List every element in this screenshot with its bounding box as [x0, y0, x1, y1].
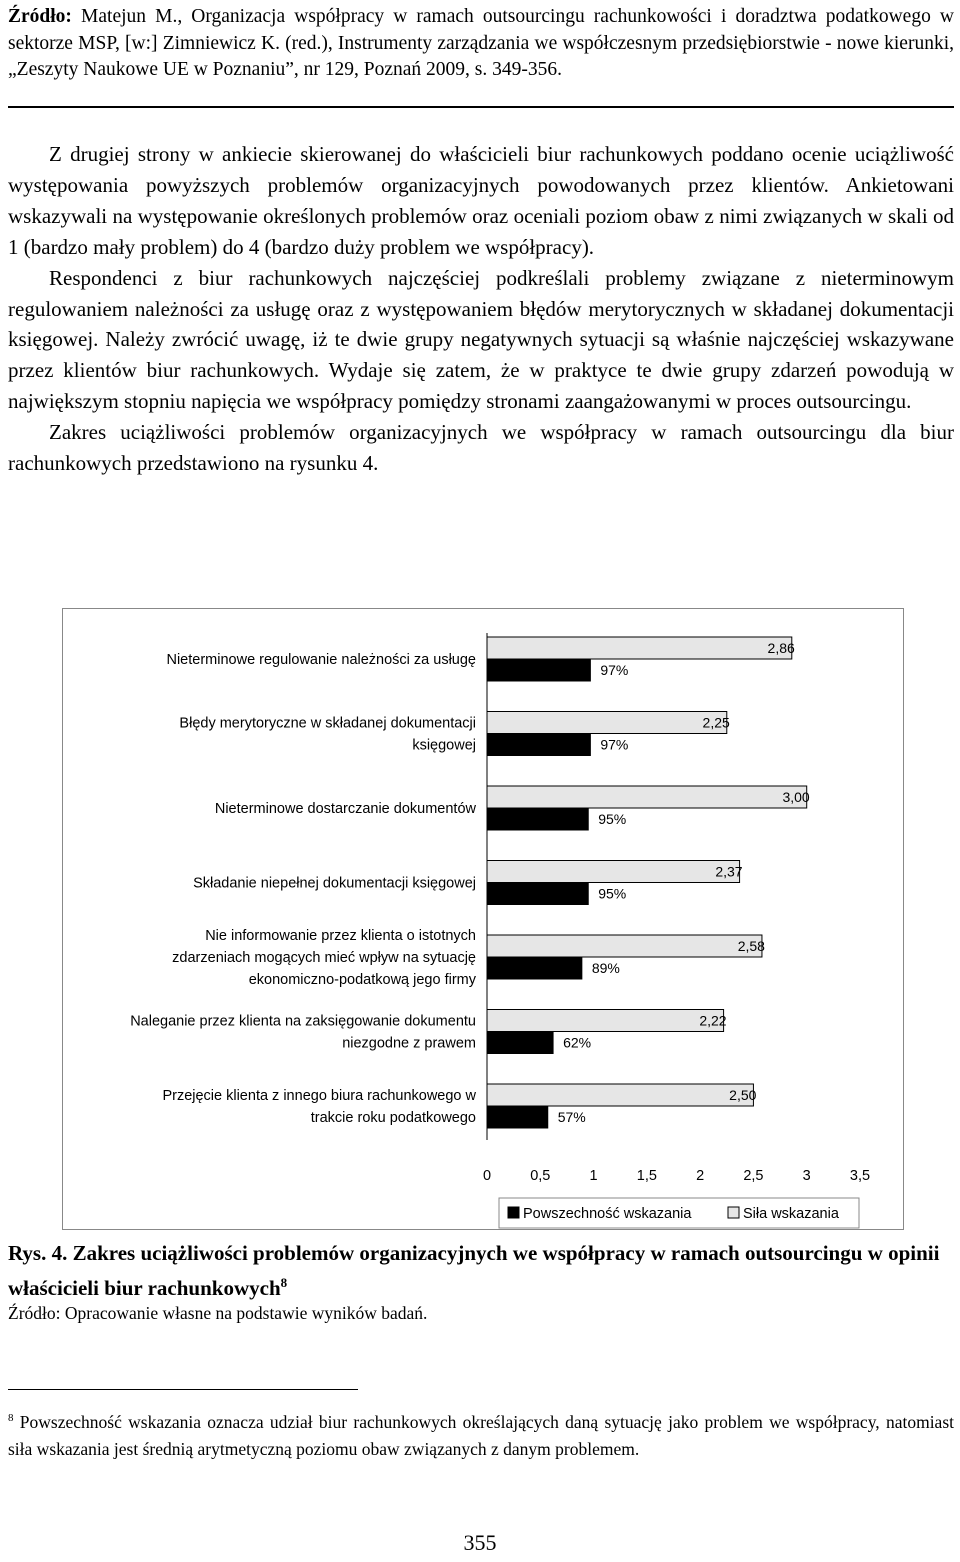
x-tick-label: 0,5 [530, 1168, 551, 1184]
category-label: Nieterminowe dostarczanie dokumentów [214, 801, 476, 817]
category-label: ekonomiczno-podatkową jego firmy [248, 972, 476, 988]
footnote [8, 1405, 954, 1464]
x-tick-label: 1 [589, 1168, 598, 1184]
bar-powszechnosc-wskazania [487, 659, 590, 681]
legend-swatch-sila [728, 1207, 739, 1218]
source-text: Matejun M., Organizacja współpracy w ramach outsourcingu rachunkowości i doradztwa podatkowego w sektorze MSP, [w:] Zimniewicz K. (red.), Instrumenty zarządzania we współczesnym przedsiębiorstwie - nowe kierunki, „Zeszyty Naukowe UE w Poznaniu”, nr 129, Poznań 2009, s. 349-356. [8, 6, 955, 80]
x-tick-label: 0 [482, 1168, 492, 1184]
paragraph: Respondenci z biur rachunkowych najczęściej podkreślali problemy związane z nieterminowym regulowaniem należności za usługę oraz z występowaniem błędów merytorycznych w składanej dokumentacji księgowej. Należy zwrócić uwagę, iż te dwie grupy negatywnych sytuacji są właśnie najczęściej wskazywane przez klientów biur rachunkowych. Wydaje się zatem, że w praktyce te dwie grupy zdarzeń powodują w największym stopniu napięcia we współpracy pomiędzy stronami zaangażowanymi w proces outsourcingu. [8, 265, 954, 414]
legend-label-powszechnosc: Powszechność wskazania [523, 1206, 692, 1222]
source-label: Źródło: [8, 6, 72, 27]
x-tick-label: 2 [696, 1168, 705, 1184]
footnote-ref: 8 [280, 1275, 288, 1290]
category-label: Nie informowanie przez klienta o istotnych [205, 928, 476, 944]
data-label-powszechnosc: 57% [557, 1109, 586, 1125]
data-label-sila: 2,37 [715, 863, 743, 880]
figure-caption [8, 1238, 954, 1303]
figure-chart [62, 608, 904, 1230]
page-number: 355 [463, 1530, 497, 1555]
data-label-powszechnosc: 97% [600, 736, 629, 753]
bar-powszechnosc-wskazania [487, 883, 588, 905]
bar-sila-wskazania [487, 861, 743, 883]
legend-swatch-powszechnosc [508, 1207, 519, 1218]
data-label-sila: 2,25 [702, 714, 730, 731]
body-text [8, 139, 954, 479]
x-tick-label: 3,5 [849, 1168, 871, 1184]
data-label-powszechnosc: 95% [598, 811, 627, 827]
bar-chart [63, 609, 903, 1229]
footnote-text: Powszechność wskazania oznacza udział biur rachunkowych określających daną sytuację jako problem we współpracy, natomiast siła wskazania jest średnią arytmetyczną poziomu obaw związanych z danym problemem. [8, 1411, 955, 1460]
bar-powszechnosc-wskazania [487, 734, 590, 756]
bar-powszechnosc-wskazania [487, 957, 582, 979]
bar-sila-wskazania [487, 1084, 753, 1106]
category-label: Błędy merytoryczne w składanej dokumentacji [179, 715, 476, 732]
source-note [8, 4, 954, 84]
category-label: niezgodne z prawem [342, 1035, 476, 1052]
bar-sila-wskazania [487, 712, 727, 734]
bar-sila-wskazania [487, 786, 810, 808]
bar-powszechnosc-wskazania [487, 1106, 548, 1128]
footnote-divider [8, 1389, 358, 1390]
legend-label-sila: Siła wskazania [743, 1206, 839, 1222]
bar-sila-wskazania [487, 637, 792, 659]
bar-sila-wskazania [487, 935, 762, 957]
paragraph: Zakres uciążliwości problemów organizacyjnych we współpracy w ramach outsourcingu dla biur rachunkowych przedstawiono na rysunku 4. [8, 420, 954, 476]
bar-powszechnosc-wskazania [487, 1032, 553, 1054]
data-label-powszechnosc: 62% [563, 1034, 592, 1051]
category-label: księgowej [412, 737, 476, 754]
x-tick-label: 1,5 [636, 1168, 657, 1184]
source-divider [8, 106, 954, 108]
category-label: trakcie roku podatkowego [310, 1110, 476, 1126]
data-label-powszechnosc: 95% [598, 885, 627, 902]
data-label-sila: 3,00 [782, 789, 810, 805]
data-label-sila: 2,58 [737, 938, 765, 954]
category-label: Nieterminowe regulowanie należności za usługę [166, 652, 476, 668]
category-label: Naleganie przez klienta na zaksięgowanie dokumentu [130, 1013, 476, 1030]
footnote-number: 8 [8, 1412, 14, 1424]
bar-powszechnosc-wskazania [487, 808, 588, 830]
data-label-sila: 2,22 [699, 1012, 727, 1029]
figure-source: Źródło: Opracowanie własne na podstawie wyników badań. [8, 1303, 428, 1323]
x-tick-label: 3 [802, 1168, 811, 1184]
category-label: Składanie niepełnej dokumentacji księgowej [193, 875, 476, 892]
caption-text: Rys. 4. Zakres uciążliwości problemów organizacyjnych we współpracy w ramach outsourcingu w opinii właścicieli biur rachunkowych [8, 1241, 940, 1300]
category-label: zdarzeniach mogących mieć wpływ na sytuację [172, 950, 476, 966]
category-label: Przejęcie klienta z innego biura rachunkowego w [162, 1088, 476, 1104]
data-label-sila: 2,86 [767, 640, 795, 656]
data-label-powszechnosc: 89% [591, 960, 620, 976]
data-label-sila: 2,50 [729, 1087, 757, 1103]
x-tick-label: 2,5 [743, 1168, 764, 1184]
data-label-powszechnosc: 97% [600, 662, 629, 678]
paragraph: Z drugiej strony w ankiecie skierowanej do właścicieli biur rachunkowych poddano ocenie uciążliwość występowania powyższych problemów organizacyjnych powodowanych przez klientów. Ankietowani wskazywali na występowanie określonych problemów oraz oceniali poziom obaw z nimi związanych w skali od 1 (bardzo mały problem) do 4 (bardzo duży problem we współpracy). [8, 142, 954, 259]
bar-sila-wskazania [487, 1010, 727, 1032]
